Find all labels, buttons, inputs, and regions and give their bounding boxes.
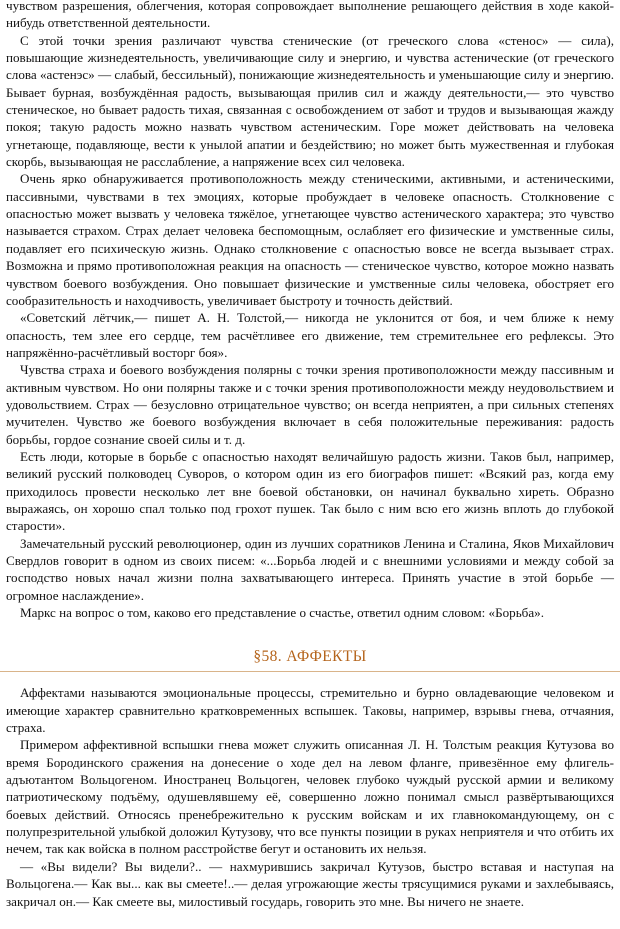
section-58-body <box>6 684 614 909</box>
paragraph: Замечательный русский революционер, один из лучших соратников Ленина и Сталина, Яков Михайлович Свердлов говорит в одном из своих писем: «...Борьба людей и с внешними условиями и между собой за господство новых начал жизни полна захватывающего интереса. Принять участие в этой борьбе — огромное наслаждение». <box>6 535 614 603</box>
section-heading-block <box>6 647 614 672</box>
paragraph: «Советский лётчик,— пишет А. Н. Толстой,— никогда не уклонится от боя, и чем ближе к нему опасность, тем злее его сердце, тем расчётливее его движение, тем стремительнее его рефлексы. Это напряжённо-расчётливый восторг боя». <box>6 310 614 360</box>
book-page <box>6 0 614 910</box>
paragraph: С этой точки зрения различают чувства стенические (от греческого слова «стенос» — сила), повышающие жизнедеятельность, увеличивающие силу и энергию, и чувства астенические (от греческого слова «астенэс» — слабый, бессильный), понижающие жизнедеятельность и уменьшающие силу и энергию. Бывает бурная, возбуждённая радость, вызывающая прилив сил и жажду деятельности,— это чувство стеническое, но бывает радость тихая, связанная с освобождением от забот и трудов и вызывающая жажду покоя; такую радость можно назвать чувством астеническим. Горе может действовать на человека угнетающе, подавляюще, вести к унылой апатии и бездействию; но может быть мужественная и глубокая скорбь, вызывающая не расслабление, а напряжение всех сил человека. <box>6 32 614 170</box>
paragraph: Аффектами называются эмоциональные процессы, стремительно и бурно овладевающие человеком и имеющие характер сравнительно кратковременных вспышек. Таковы, например, взрывы гнева, отчаяния, страха. <box>6 685 614 736</box>
paragraph: Чувства страха и боевого возбуждения полярны с точки зрения противоположности между пассивным и активным чувством. Но они полярны также и с точки зрения противоположности между неудовольствием и удовольствием. Страх — безусловно отрицательное чувство; он всегда неприятен, а при сильных степенях мучителен. Чувство же боевого возбуждения включает в себя положительные переживания: радость борьбы, гордое сознание своей силы и т. д. <box>6 362 614 447</box>
paragraph: Есть люди, которые в борьбе с опасностью находят величайшую радость жизни. Таков был, например, великий русский полководец Суворов, о котором один из его биографов пишет: «Всякий раз, когда ему приходилось провести несколько лет вне боевой обстановки, он начинал буквально хиреть. Образно выражаясь, он хорошо спал только под грохот пушек. Так было с ним всю его жизнь вплоть до глубокой старости». <box>6 448 614 534</box>
paragraph: Маркс на вопрос о том, каково его представление о счастье, ответил одним словом: «Борьба». <box>20 605 544 621</box>
paragraph: Очень ярко обнаруживается противоположность между стеническими, активными, и астеническими, пассивными, чувствами в тех эмоциях, которые пробуждает в человеке опасность. Столкновение с опасностью может вызвать у человека тяжёлое, угнетающее чувство астенического характера; это чувство называется страхом. Страх делает человека беспомощным, ослабляет его физические и умственные силы, подавляет его психическую жизнь. Однако столкновение с опасностью вовсе не всегда вызывает страх. Возможна и прямо противоположная реакция на опасность — стеническое чувство, которое можно назвать чувством боевого возбуждения. Оно повышает физические и умственные силы человека, обостряет его сообразительность и находчивость, увеличивает быстроту и точность действий. <box>6 171 614 308</box>
paragraph: чувством разрешения, облегчения, которая сопровождает выполнение решающего действия в ходе какой-нибудь ответственной деятельности. <box>6 0 614 31</box>
paragraph: — «Вы видели? Вы видели?.. — нахмурившись закричал Кутузов, быстро вставая и наступая на Вольцогена.— Как вы... как вы смеете!..— делая угрожающие жесты трясущимися руками и захлебываясь, закричал он.— Как смеете вы, милостивый государь, говорить это мне. Вы ничего не знаете. <box>6 858 614 909</box>
section-heading: §58. АФФЕКТЫ <box>253 648 367 666</box>
heading-divider <box>0 671 620 672</box>
section-57-continuation <box>6 0 614 621</box>
paragraph: Примером аффективной вспышки гнева может служить описанная Л. Н. Толстым реакция Кутузова во время Бородинского сражения на донесение о ходе дел на левом фланге, привезённое ему флигель-адъютантом Вольцогеном. Иностранец Вольцоген, человек глубоко чуждый русской армии и великому патриотическому подъёму, одушевлявшему её, совершенно ложно понимал смысл развёртывающихся боевых действий. Относясь пренебрежительно к русским войскам и их главнокомандующему, он с полупрезрительной улыбкой доложил Кутузову, что все пункты позиции в руках неприятеля и что отбить их нечем, так как войска в полном расстройстве бегут и остановить их нельзя. <box>6 737 614 857</box>
